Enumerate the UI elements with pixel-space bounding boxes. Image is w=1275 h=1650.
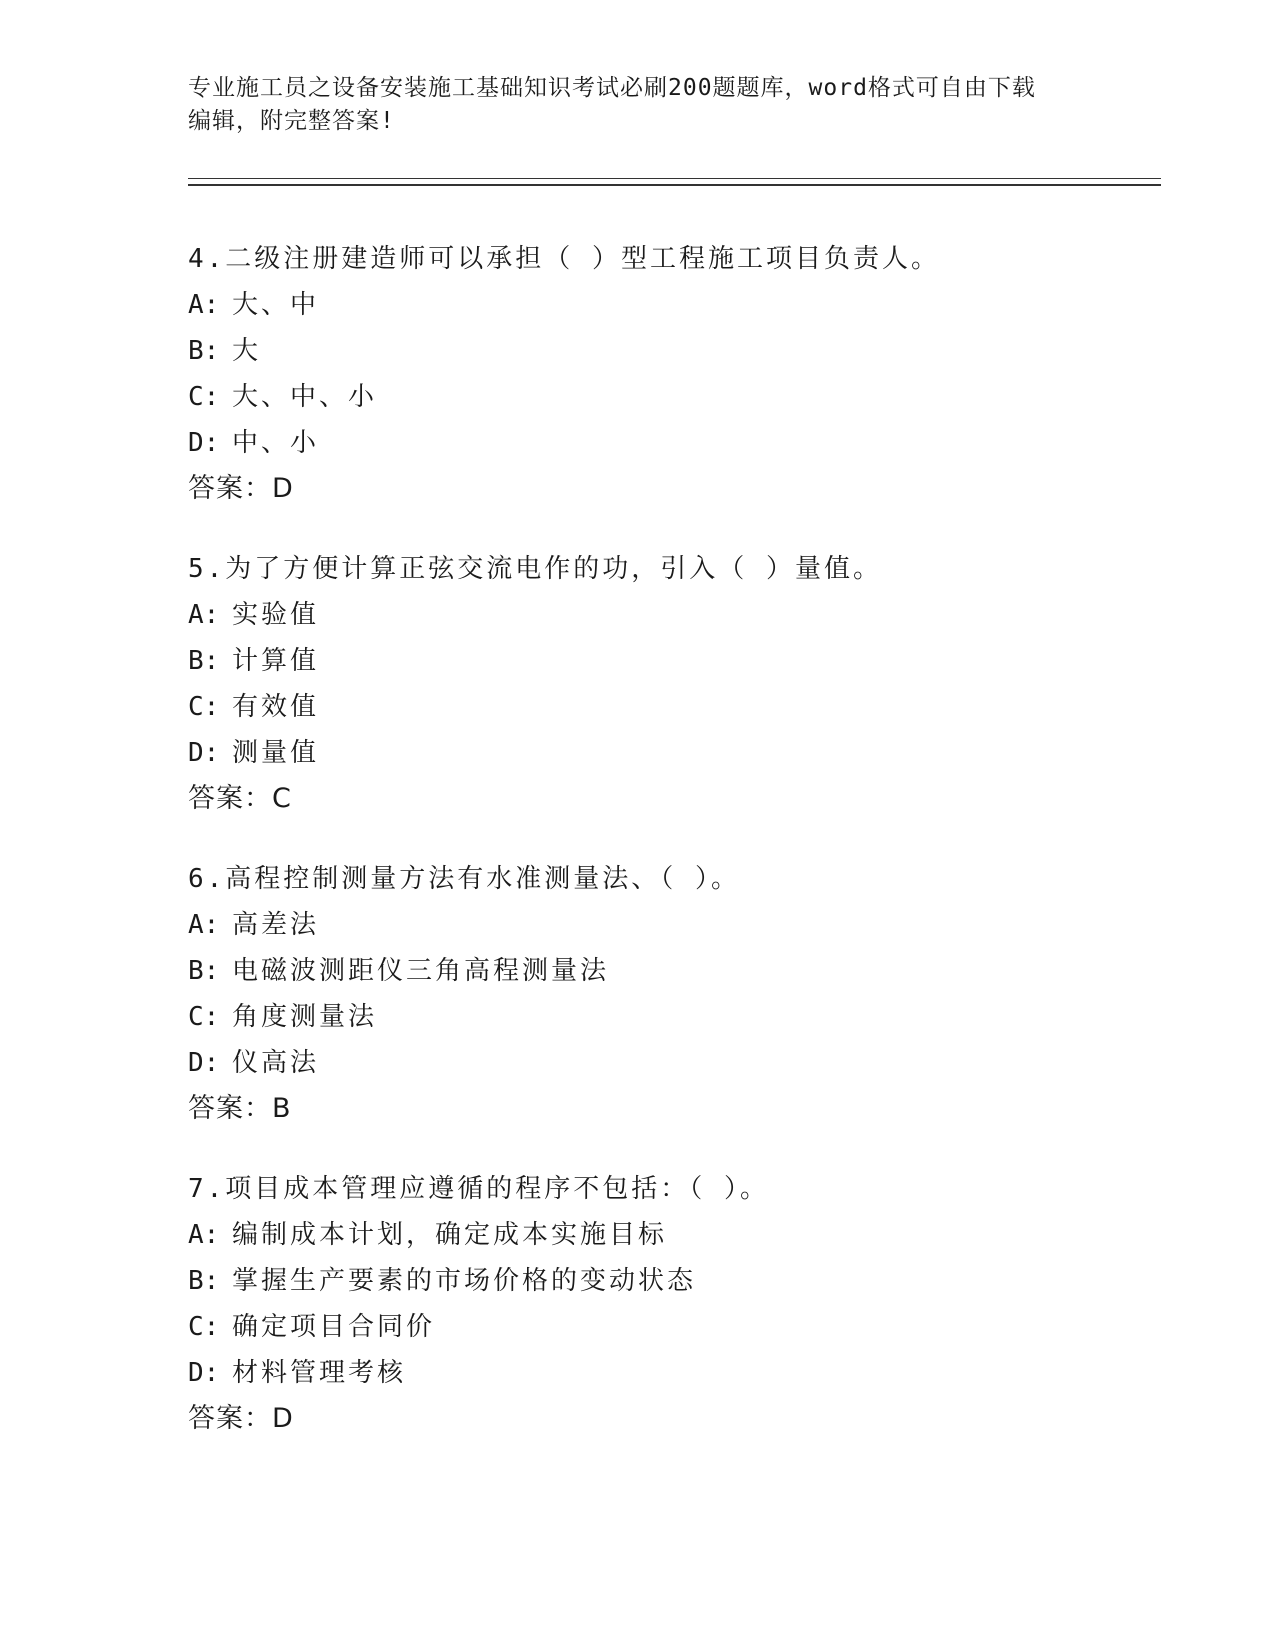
option-label: C: [188, 692, 220, 722]
question-stem: 4.二级注册建造师可以承担（ ）型工程施工项目负责人。 [188, 244, 940, 274]
option-text: 编制成本计划，确定成本实施目标 [232, 1220, 668, 1250]
option-text: 大 [232, 336, 262, 366]
option-label: D: [188, 1048, 220, 1078]
question-4 [188, 236, 1148, 512]
option-a [188, 902, 1148, 948]
option-text: 中、小 [232, 428, 320, 458]
option-label: C: [188, 1002, 220, 1032]
option-label: D: [188, 1358, 220, 1388]
option-text: 材料管理考核 [232, 1358, 407, 1388]
answer-text: 答案：D [188, 473, 294, 504]
option-text: 实验值 [232, 600, 320, 630]
answer-text: 答案：B [188, 1093, 292, 1124]
option-c [188, 1304, 1148, 1350]
option-text: 仪高法 [232, 1048, 320, 1078]
option-b [188, 1258, 1148, 1304]
option-label: B: [188, 1266, 220, 1296]
answer-text: 答案：D [188, 1403, 294, 1434]
option-text: 测量值 [232, 738, 320, 768]
question-stem: 6.高程控制测量方法有水准测量法、（ ）。 [188, 864, 740, 894]
option-a [188, 592, 1148, 638]
option-label: B: [188, 956, 220, 986]
option-text: 掌握生产要素的市场价格的变动状态 [232, 1266, 697, 1296]
option-d [188, 1040, 1148, 1086]
option-text: 电磁波测距仪三角高程测量法 [232, 956, 610, 986]
option-c [188, 684, 1148, 730]
header-divider [188, 178, 1161, 186]
question-6 [188, 856, 1148, 1132]
option-label: C: [188, 1312, 220, 1342]
option-text: 角度测量法 [232, 1002, 378, 1032]
question-stem: 5.为了方便计算正弦交流电作的功，引入（ ）量值。 [188, 554, 882, 584]
option-label: A: [188, 910, 220, 940]
option-c [188, 374, 1148, 420]
option-text: 大、中、小 [232, 382, 378, 412]
option-text: 计算值 [232, 646, 320, 676]
option-label: B: [188, 336, 220, 366]
option-c [188, 994, 1148, 1040]
option-label: A: [188, 600, 220, 630]
answer-text: 答案：C [188, 783, 292, 814]
option-text: 确定项目合同价 [232, 1312, 436, 1342]
header-line-1: 专业施工员之设备安装施工基础知识考试必刷200题题库，word格式可自由下载 [188, 75, 1036, 101]
option-b [188, 328, 1148, 374]
option-b [188, 948, 1148, 994]
option-text: 高差法 [232, 910, 320, 940]
option-b [188, 638, 1148, 684]
option-d [188, 420, 1148, 466]
option-text: 大、中 [232, 290, 320, 320]
option-d [188, 730, 1148, 776]
option-label: B: [188, 646, 220, 676]
option-label: A: [188, 290, 220, 320]
document-header [188, 72, 1088, 138]
question-list [188, 236, 1148, 1476]
question-5 [188, 546, 1148, 822]
question-stem: 7.项目成本管理应遵循的程序不包括：（ ）。 [188, 1174, 769, 1204]
header-line-2: 编辑，附完整答案! [188, 108, 395, 134]
option-label: D: [188, 738, 220, 768]
option-label: A: [188, 1220, 220, 1250]
option-text: 有效值 [232, 692, 320, 722]
option-label: D: [188, 428, 220, 458]
option-d [188, 1350, 1148, 1396]
option-a [188, 282, 1148, 328]
option-a [188, 1212, 1148, 1258]
option-label: C: [188, 382, 220, 412]
question-7 [188, 1166, 1148, 1442]
